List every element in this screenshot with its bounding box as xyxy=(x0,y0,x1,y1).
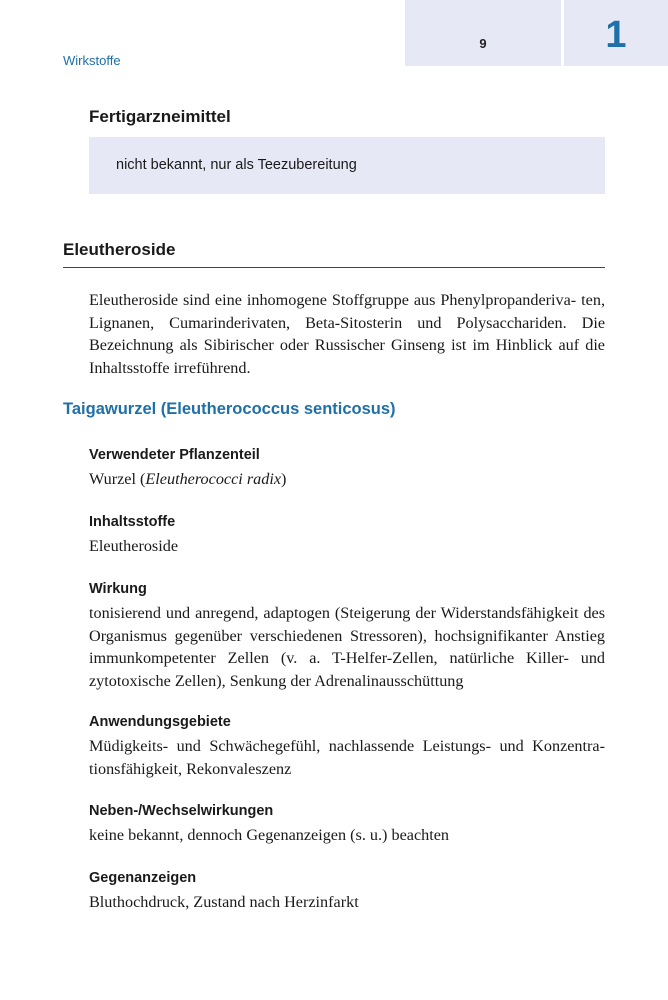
wirkung-line: und zytotoxische Zellen), Senkung der Adrenalinausschüttung xyxy=(89,649,606,690)
section-divider xyxy=(63,267,605,268)
anwendungsgebiete-line: Müdigkeits- und Schwächegefühl, nachlassende Leistungs- und Konzentra- xyxy=(89,737,605,755)
anwendungsgebiete-line: tionsfähigkeit, Rekonvaleszenz xyxy=(89,759,292,778)
wirkung-text xyxy=(89,602,605,692)
wirkung-line: Anstieg immunkompetenter Zellen (v. a. T-Helfer-Zellen, natürliche Killer- xyxy=(89,626,605,668)
gegenanzeigen-text: Bluthochdruck, Zustand nach Herzinfarkt xyxy=(89,893,359,911)
paragraph-line: Eleutheroside sind eine inhomogene Stoffgruppe aus Phenylpropanderiva- xyxy=(89,291,577,309)
fertigarzneimittel-box-text: nicht bekannt, nur als Teezubereitung xyxy=(116,157,357,173)
block-nebenwirkungen xyxy=(89,801,605,847)
pflanzenteil-text xyxy=(89,468,605,491)
chapter-number: 1 xyxy=(605,14,627,56)
wirkung-line: des Organismus gegenüber verschiedenen Stressoren), hochsignifikanter xyxy=(89,604,606,645)
gegenanzeigen-label: Gegenanzeigen xyxy=(89,870,197,886)
section-title-eleutheroside: Eleutheroside xyxy=(63,240,176,259)
page-number: 9 xyxy=(479,36,487,51)
block-wirkung xyxy=(89,579,605,692)
inhaltsstoffe-text: Eleutheroside xyxy=(89,537,178,555)
block-anwendungsgebiete xyxy=(89,712,605,780)
anwendungsgebiete-text xyxy=(89,735,605,780)
running-head: Wirkstoffe xyxy=(63,53,121,68)
fertigarzneimittel-box xyxy=(89,137,605,194)
paragraph-line: Inhaltsstoffe irreführend. xyxy=(89,358,251,377)
pflanzenteil-text-latin: Eleutherococci radix xyxy=(145,470,282,488)
nebenwirkungen-label: Neben-/Wechselwirkungen xyxy=(89,803,274,819)
fertigarzneimittel-heading: Fertigarzneimittel xyxy=(89,107,231,126)
nebenwirkungen-text: keine bekannt, dennoch Gegenanzeigen (s. u.) beachten xyxy=(89,826,450,844)
paragraph-line: ten, Lignanen, Cumarinderivaten, Beta-Sitosterin und Polysacchariden. Die xyxy=(89,291,605,332)
wirkung-line: tonisierend und anregend, adaptogen (Steigerung der Widerstandsfähigkeit xyxy=(89,604,579,622)
anwendungsgebiete-label: Anwendungsgebiete xyxy=(89,714,231,730)
block-inhaltsstoffe xyxy=(89,512,605,558)
pflanzenteil-text-before: Wurzel ( xyxy=(89,470,146,488)
eleutheroside-paragraph xyxy=(89,289,605,379)
wirkung-label: Wirkung xyxy=(89,581,147,597)
block-pflanzenteil xyxy=(89,445,605,491)
plant-heading-taigawurzel: Taigawurzel (Eleutherococcus senticosus) xyxy=(63,400,396,418)
pflanzenteil-label: Verwendeter Pflanzenteil xyxy=(89,447,260,463)
inhaltsstoffe-label: Inhaltsstoffe xyxy=(89,514,176,530)
paragraph-line: Bezeichnung als Sibirischer oder Russischer Ginseng ist im Hinblick auf die xyxy=(89,336,605,355)
block-gegenanzeigen xyxy=(89,868,605,914)
page-tab xyxy=(405,0,561,66)
pflanzenteil-text-after: ) xyxy=(281,470,287,488)
